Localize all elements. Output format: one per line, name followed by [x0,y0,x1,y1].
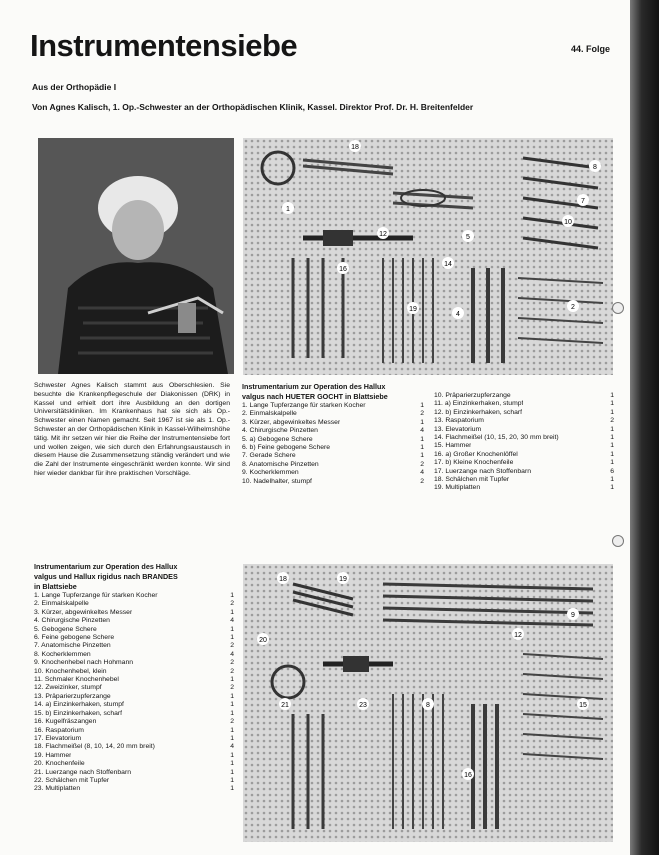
list-item [34,659,234,667]
list-item-count: 4 [230,743,234,751]
list-item-count: 1 [420,418,424,426]
list-item-count: 1 [230,701,234,709]
list-item-count: 1 [610,434,614,442]
list-item-count: 2 [230,667,234,675]
list-item-count: 1 [230,676,234,684]
list-item [242,452,424,460]
list-item [434,459,614,467]
tray1-callout: 2 [571,304,575,311]
list-item [242,444,424,452]
tray1-callout: 12 [379,231,387,238]
list-item-text: 9. Knochenhebel nach Hohmann [34,659,134,667]
instrument-list-brandes [34,562,234,794]
list-item-text: 4. Chirurgische Pinzetten [34,617,110,625]
tray1-callout: 1 [286,206,290,213]
list-item-count: 1 [420,444,424,452]
tray2-callout: 9 [571,612,575,619]
author-portrait-photo [38,138,234,374]
list-heading: valgus und Hallux rigidus nach BRANDES [34,572,178,581]
tray1-callout: 19 [409,306,417,313]
list-item-text: 15. b) Einzinkerhaken, scharf [34,709,123,717]
list-item-text: 13. Elevatorium [434,425,482,433]
tray2-callout: 23 [359,702,367,709]
list-item-text: 1. Lange Tupferzange für starken Kocher [34,592,158,599]
list-item [34,735,234,743]
list-item-text: 19. Hammer [34,751,72,759]
list-item [34,701,234,709]
list-item-text: 10. Nadelhalter, stumpf [242,477,312,485]
list-item [34,743,234,751]
list-item-text: 20. Knochenfeile [34,760,85,768]
list-item-count: 2 [230,684,234,692]
list-item-count: 1 [230,608,234,616]
binder-hole [612,535,624,547]
list-item-text: 6. b) Feine gebogene Schere [242,444,331,452]
list-item-count: 1 [420,435,424,443]
list-item-count: 1 [610,450,614,458]
list-item-text: 7. Anatomische Pinzetten [34,642,111,650]
list-item-count: 1 [230,785,234,793]
list-item-count: 1 [230,592,234,599]
list-heading: Instrumentarium zur Operation des Hallux [34,562,178,571]
list-item [242,402,424,410]
list-item-text: 4. Chirurgische Pinzetten [242,427,318,435]
list-item [34,769,234,777]
list-heading: in Blattsiebe [34,582,77,591]
list-item-text: 11. a) Einzinkerhaken, stumpf [434,400,524,408]
list-item-count: 1 [610,392,614,399]
list-item-text: 12. b) Einzinkerhaken, scharf [434,408,523,416]
list-item-count: 1 [610,476,614,484]
tray2-callout: 19 [339,576,347,583]
list-item [34,642,234,650]
list-item-text: 18. Flachmeißel (8, 10, 14, 20 mm breit) [34,743,155,751]
list-item [242,419,424,427]
list-item-text: 8. Anatomische Pinzetten [242,460,319,468]
list-heading: Instrumentarium zur Operation des Hallux [242,382,386,391]
list-item [434,468,614,476]
list-item-text: 5. a) Gebogene Schere [242,435,313,443]
list-item-count: 2 [610,417,614,425]
list-item-text: 5. Gebogene Schere [34,625,97,633]
series-number: 44. Folge [570,44,610,54]
list-item [434,484,614,492]
tray1-callout: 14 [444,261,452,268]
list-item-text: 17. Elevatorium [34,734,82,742]
list-item-count: 2 [230,718,234,726]
list-item-text: 1. Lange Tupferzange für starken Kocher [242,402,366,409]
list-item [34,752,234,760]
tray2-callout: 18 [279,576,287,583]
author-line: Von Agnes Kalisch, 1. Op.-Schwester an der Orthopädischen Klinik, Kassel. Direktor Prof. Dr. H. Breitenfelder [32,102,474,112]
list-item [34,727,234,735]
list-item-text: 2. Einmalskalpelle [242,410,297,418]
list-item-count: 1 [230,776,234,784]
list-item-count: 2 [420,477,424,485]
list-item-text: 19. Multiplatten [434,484,481,492]
list-item [434,451,614,459]
list-item-text: 3. Kürzer, abgewinkeltes Messer [242,418,341,426]
list-item-text: 12. Zweizinker, stumpf [34,684,102,692]
list-item [434,426,614,434]
list-item-count: 1 [230,709,234,717]
list-item [34,760,234,768]
list-item-count: 1 [230,768,234,776]
list-item [434,400,614,408]
list-item-count: 1 [610,459,614,467]
page-gutter-shadow [630,0,659,855]
list-item-text: 17. Luerzange nach Stoffenbarn [434,467,531,475]
list-item [434,392,614,400]
tray2-callout: 8 [426,702,430,709]
list-item [34,617,234,625]
list-item-count: 1 [610,484,614,492]
instrument-list-hueter-gocht-continued [434,392,614,493]
list-item-count: 1 [230,625,234,633]
list-item-text: 16. Kugelfräszangen [34,718,97,726]
list-item-count: 2 [230,659,234,667]
list-item [242,436,424,444]
tray2-callout: 21 [281,702,289,709]
list-item-count: 1 [230,751,234,759]
list-heading: valgus nach HUETER GOCHT in Blattsiebe [242,392,388,401]
list-item-count: 1 [420,402,424,409]
list-item [34,777,234,785]
tray1-callout: 16 [339,266,347,273]
instrument-tray-photo-hueter-gocht [243,138,613,375]
list-item-count: 2 [230,642,234,650]
binder-hole [612,302,624,314]
list-item-text: 7. Gerade Schere [242,452,296,460]
list-item-text: 8. Kocherklemmen [34,650,91,658]
list-item [34,693,234,701]
list-item-count: 4 [420,469,424,477]
list-item [434,476,614,484]
list-item-count: 1 [610,408,614,416]
list-item [34,785,234,793]
list-item-count: 1 [230,634,234,642]
list-item [434,417,614,425]
list-item-count: 4 [230,617,234,625]
list-item-count: 1 [230,692,234,700]
list-item [34,634,234,642]
list-item [434,442,614,450]
list-item-text: 11. Schmaler Knochenhebel [34,676,119,684]
tray2-callout: 15 [579,702,587,709]
tray2-callout: 12 [514,632,522,639]
page-title: Instrumentensiebe [30,28,298,63]
tray1-callout: 4 [456,311,460,318]
list-item-count: 1 [420,452,424,460]
list-item [242,410,424,418]
list-item-count: 1 [610,400,614,408]
list-item [434,409,614,417]
list-item-text: 10. Präparierzupferzange [434,392,511,399]
list-item-text: 18. Schälchen mit Tupfer [434,476,510,484]
list-item [434,434,614,442]
tray1-callout: 5 [466,234,470,241]
tray1-callout: 8 [593,164,597,171]
list-item [242,427,424,435]
list-item [34,651,234,659]
list-item [34,676,234,684]
list-item-count: 2 [420,410,424,418]
list-item-text: 15. Hammer [434,442,472,450]
instrument-list-hueter-gocht [242,382,424,486]
list-item-text: 3. Kürzer, abgewinkeltes Messer [34,608,133,616]
list-item-text: 6. Feine gebogene Schere [34,634,115,642]
list-item-count: 6 [610,467,614,475]
intro-paragraph: Schwester Agnes Kalisch stammt aus Oberschlesien. Sie besuchte die Krankenpflegeschule der Diakonissen (DRK) in Kassel und erhielt dort ihre Ausbildung an den dortigen Universitätskliniken. Im Krankenhaus hat sie sich als Op.-Schwester einen Namen gemacht. Seit 1967 ist sie als 1. Op.-Schwester an der Orthopädischen Klinik in Kassel-Wilhelmshöhe tätig. Mit ihr setzen wir hier die Reihe der Instrumentensiebe fort und wollen zeigen, wie sich durch den Erfahrungsaustausch in diesem Hause die Zusammensetzung ständig verändert und wie die Zahl der Instrumente eingeschränkt werden konnte. Wir sind hier wieder dankbar für ihre praktischen Vorschläge. [34,382,230,477]
tray2-callout: 20 [259,637,267,644]
list-item-text: 14. Flachmeißel (10, 15, 20, 30 mm breit) [434,434,559,442]
list-item-count: 4 [420,427,424,435]
list-item-text: 10. Knochenhebel, klein [34,667,107,675]
list-item [34,668,234,676]
list-item-text: 13. Präparierzupferzange [34,692,111,700]
list-item-count: 1 [610,425,614,433]
list-item [242,469,424,477]
list-item-count: 1 [230,760,234,768]
list-item [34,592,234,600]
list-item-text: 13. Raspatorium [434,417,484,425]
list-item-text: 2. Einmalskalpelle [34,600,89,608]
instrument-tray-photo-brandes [243,564,613,842]
list-item [34,626,234,634]
list-item-text: 14. a) Einzinkerhaken, stumpf [34,701,124,709]
list-item [242,478,424,486]
list-item-text: 17. b) Kleine Knochenfeile [434,459,514,467]
list-item [34,710,234,718]
list-item [34,684,234,692]
list-item [34,609,234,617]
section-subtitle: Aus der Orthopädie I [32,82,117,92]
list-item-count: 1 [230,726,234,734]
list-item-count: 2 [420,460,424,468]
list-item [34,718,234,726]
list-item-text: 16. Raspatorium [34,726,84,734]
list-item-text: 21. Luerzange nach Stoffenbarn [34,768,131,776]
tray1-callout: 18 [351,144,359,151]
tray1-callout: 7 [581,198,585,205]
list-item-text: 23. Multiplatten [34,785,81,793]
tray2-callout: 16 [464,772,472,779]
list-item-text: 16. a) Großer Knochenlöffel [434,450,518,458]
list-item-text: 9. Kocherklemmen [242,469,299,477]
list-item-count: 1 [610,442,614,450]
list-item-text: 22. Schälchen mit Tupfer [34,776,110,784]
list-item-count: 4 [230,650,234,658]
list-item-count: 1 [230,734,234,742]
list-item-count: 2 [230,600,234,608]
tray1-callout: 10 [564,219,572,226]
list-item [242,461,424,469]
list-item [34,600,234,608]
